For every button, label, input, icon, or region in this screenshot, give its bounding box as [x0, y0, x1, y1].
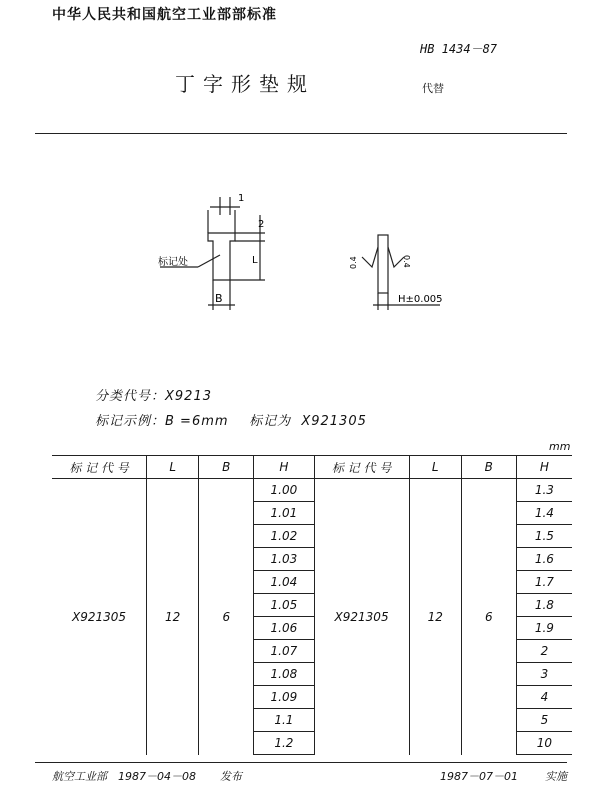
- unit-label: mm: [549, 440, 571, 453]
- left-H-cell: 1.2: [254, 732, 314, 755]
- mark-example: 标记示例：B =6mm 标记为 X921305: [95, 414, 367, 429]
- right-H-cell: 1.7: [516, 571, 572, 594]
- left-H-cell: 1.04: [254, 571, 314, 594]
- left-H-cell: 1.05: [254, 594, 314, 617]
- standard-number: HB 1434－87: [420, 42, 498, 56]
- left-code-cell: X921305: [72, 609, 127, 624]
- header-code: 标 记 代 号: [52, 456, 147, 479]
- document-title: 丁字形垫规: [175, 72, 315, 96]
- spec-table: [52, 455, 572, 755]
- header-H-right: H: [516, 456, 572, 479]
- left-H-cell: 1.01: [254, 502, 314, 525]
- right-H-cell: 1.3: [516, 479, 572, 502]
- left-H-cell: 1.00: [254, 479, 314, 502]
- right-H-cell: 5: [516, 709, 572, 732]
- header-B: B: [199, 456, 254, 479]
- left-H-cell: 1.1: [254, 709, 314, 732]
- roughness-left-label: 0.4: [349, 256, 358, 269]
- effective-label: 实施: [545, 770, 567, 783]
- right-B-cell: 6: [461, 479, 516, 755]
- left-H-cell: 1.02: [254, 525, 314, 548]
- right-H-cell: 1.9: [516, 617, 572, 640]
- mark-location-label: 标记处: [158, 257, 188, 268]
- issued-label: 发布: [220, 770, 242, 783]
- class-code: 分类代号：X9213: [95, 389, 212, 404]
- left-H-cell: 1.09: [254, 686, 314, 709]
- replaces-label: 代替: [422, 82, 444, 95]
- issuing-organization: 中华人民共和国航空工业部部标准: [52, 7, 277, 23]
- issuer: 航空工业部: [52, 770, 107, 783]
- dim-H-label: H±0.005: [398, 294, 443, 305]
- right-H-cell: 1.4: [516, 502, 572, 525]
- footer-divider: [35, 762, 567, 763]
- right-code-cell: X921305: [314, 479, 409, 755]
- table-header-row: [52, 456, 572, 479]
- roughness-right-label: 0.4: [402, 255, 411, 268]
- left-B-cell: 6: [199, 479, 254, 755]
- t-gauge-drawing: [140, 185, 470, 320]
- right-H-cell: 4: [516, 686, 572, 709]
- right-H-cell: 3: [516, 663, 572, 686]
- left-H-cell: 1.06: [254, 617, 314, 640]
- dim-L-label: L: [252, 255, 258, 266]
- header-divider: [35, 133, 567, 134]
- left-L-cell: 12: [147, 479, 199, 755]
- effective-date: 1987－07－01: [440, 770, 518, 783]
- right-H-cell: 10: [516, 732, 572, 755]
- right-H-cell: 1.5: [516, 525, 572, 548]
- right-H-cell: 1.6: [516, 548, 572, 571]
- dim-2-label: 2: [258, 219, 265, 230]
- header-L: L: [147, 456, 199, 479]
- header-H: H: [254, 456, 314, 479]
- left-H-cell: 1.03: [254, 548, 314, 571]
- left-H-cell: 1.08: [254, 663, 314, 686]
- header-B-right: B: [461, 456, 516, 479]
- dim-B-label: B: [215, 292, 223, 305]
- right-H-cell: 1.8: [516, 594, 572, 617]
- dim-t-label: 1: [238, 193, 245, 204]
- header-L-right: L: [409, 456, 461, 479]
- right-L-cell: 12: [409, 479, 461, 755]
- issue-date: 1987－04－08: [118, 770, 196, 783]
- table-row: [52, 479, 572, 502]
- header-code-right: 标 记 代 号: [314, 456, 409, 479]
- right-H-cell: 2: [516, 640, 572, 663]
- left-H-cell: 1.07: [254, 640, 314, 663]
